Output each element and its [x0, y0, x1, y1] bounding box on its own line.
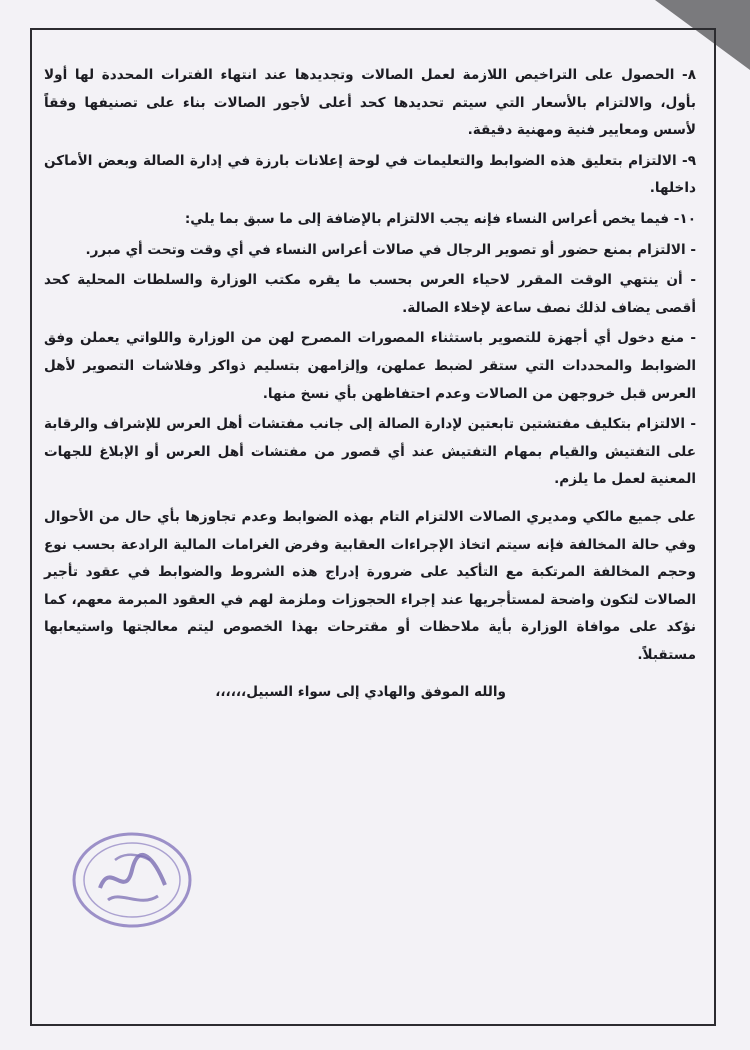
bullet-item: - منع دخول أي أجهزة للتصوير باستثناء المصورات المصرح لهن من الوزارة واللواتي يعملن وفق الضوابط والمحددات التي ستقر لضبط عملهن، وإلزامهن بتسليم ذواكر وفلاشات التصوير لأهل العرس قبل خروجهن من الصالات وعدم احتفاظهن بأي نسخ منها.	[44, 330, 696, 402]
bullet-item: - أن ينتهي الوقت المقرر لاحياء العرس بحسب ما يقره مكتب الوزارة والسلطات المحلية كحد أقصى يضاف لذلك نصف ساعة لإخلاء الصالة.	[44, 272, 696, 316]
clause-8: ٨- الحصول على التراخيص اللازمة لعمل الصالات وتجديدها عند انتهاء الفترات المحددة لها أولا بأول، والالتزام بالأسعار التي سيتم تحديدها كحد أعلى لأجور الصالات بناء على تصنيفها وفقاً لأسس ومعايير فنية ومهنية دقيقة.	[44, 67, 696, 139]
document-body	[44, 62, 696, 710]
clause-9: ٩- الالتزام بتعليق هذه الضوابط والتعليمات في لوحة إعلانات بارزة في إدارة الصالة وبعض الأماكن داخلها.	[44, 152, 696, 197]
bullet-item: - الالتزام بتكليف مفتشتين تابعتين لإدارة الصالة إلى جانب مفتشات أهل العرس للإشراف والرقابة على التفتيش والقيام بمهام التفتيش عند أي قصور من مفتشات أهل العرس أو الإبلاغ للجهات المعنية لعمل ما يلزم.	[44, 416, 696, 488]
official-stamp	[70, 830, 194, 930]
signoff-line: والله الموفق والهادي إلى سواء السبيل،،،،،،	[215, 684, 506, 701]
bullet-item: - الالتزام بمنع حضور أو تصوير الرجال في صالات أعراس النساء في أي وقت وتحت أي مبرر.	[85, 241, 696, 258]
closing-paragraph: على جميع مالكي ومديري الصالات الالتزام التام بهذه الضوابط وعدم تجاوزها بأي حال من الأحوال وفي حالة المخالفة فإنه سيتم اتخاذ الإجراءات العقابية وفرض الغرامات المالية الرادعة بحسب نوع وحجم المخالفة المرتكبة مع التأكيد على ضرورة إدراج هذه الشروط والضوابط في عقود تأجير الصالات لتكون واضحة لمستأجريها عند إجراء الحجوزات وملزمة لهم في العقود المبرمة معهم، كما نؤكد على موافاة الوزارة بأية ملاحظات أو مقترحات بهذا الخصوص ليتم معالجتها واستيعابها مستقبلاً.	[44, 508, 696, 663]
clause-10: ١٠- فيما يخص أعراس النساء فإنه يجب الالتزام بالإضافة إلى ما سبق بما يلي:	[184, 210, 696, 227]
